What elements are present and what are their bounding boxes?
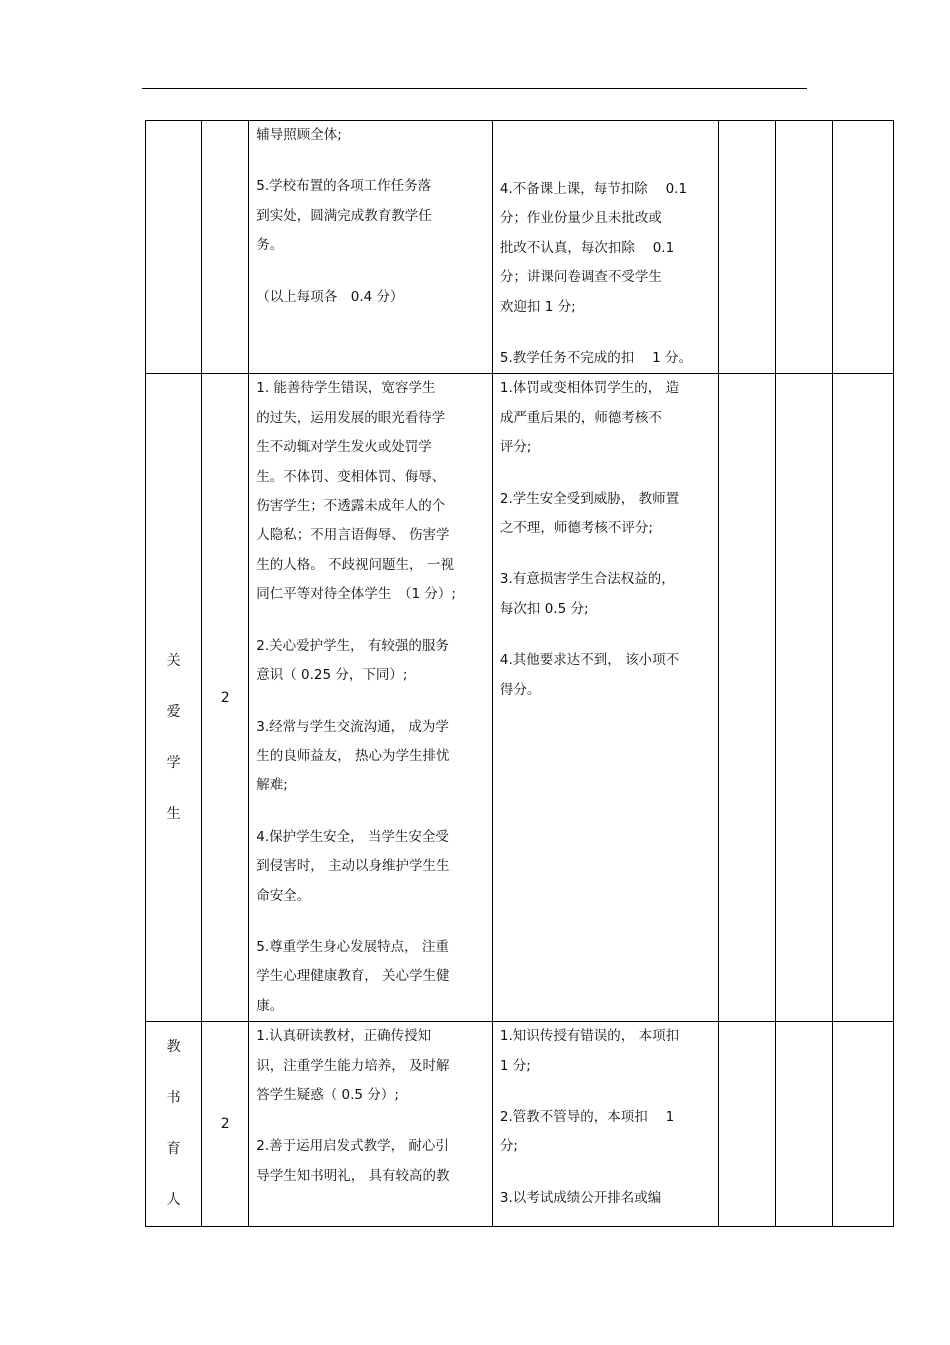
requirements-cell-line: 3.经常与学生交流沟通， 成为学 — [256, 718, 449, 735]
requirements-cell-line: 务。 — [256, 237, 284, 254]
requirements-cell-line: 同仁平等对待全体学生 （1 分）; — [256, 586, 456, 603]
category-char: 生 — [166, 805, 181, 822]
requirements-cell-line: 导学生知书明礼， 具有较高的教 — [256, 1167, 450, 1184]
deductions-cell-text — [493, 374, 718, 705]
category-cell — [146, 121, 202, 374]
requirements-cell-line: 学生心理健康教育， 关心学生健 — [256, 968, 450, 985]
requirements-cell-paragraph — [256, 1132, 488, 1191]
requirements-cell-line: 5.学校布置的各项工作任务落 — [256, 178, 432, 195]
requirements-cell-paragraph — [256, 713, 488, 801]
requirements-cell-paragraph — [256, 823, 488, 911]
deductions-cell-text — [493, 121, 718, 373]
deductions-cell-paragraph — [500, 1184, 714, 1213]
empty-score-cell — [832, 374, 893, 1022]
deductions-cell-line: 分；讲课问卷调查不受学生 — [499, 269, 662, 286]
score-cell — [202, 121, 249, 374]
requirements-cell-line: 识，注重学生能力培养， 及时解 — [256, 1057, 450, 1074]
requirements-cell-line: 1.认真研读教材，正确传授知 — [256, 1028, 432, 1045]
deductions-cell-paragraph — [500, 344, 714, 373]
category-char: 书 — [166, 1090, 181, 1107]
deductions-cell-line: 分; — [499, 1138, 518, 1155]
deductions-cell-paragraph — [500, 646, 714, 705]
requirements-cell-line: 伤害学生；不透露未成年人的个 — [256, 498, 446, 515]
requirements-cell-line: 4.保护学生安全， 当学生安全受 — [256, 828, 449, 845]
table-row — [146, 374, 894, 1022]
category-cell — [146, 1022, 202, 1227]
empty-score-cell — [775, 1022, 832, 1227]
requirements-cell-line: 2.善于运用启发式教学， 耐心引 — [256, 1138, 449, 1155]
deductions-cell-text — [493, 1022, 718, 1213]
deductions-cell-line: 3.以考试成绩公开排名或编 — [499, 1189, 662, 1206]
requirements-cell-paragraph — [256, 121, 488, 150]
requirements-cell-line: （以上每项各 0.4 分） — [256, 288, 404, 305]
requirements-cell-paragraph — [256, 374, 488, 609]
deductions-cell-line: 4.不备课上课，每节扣除 0.1 — [499, 181, 688, 197]
category-char: 爱 — [166, 703, 181, 720]
deductions-cell-line: 2.管教不管导的，本项扣 1 — [499, 1108, 675, 1125]
empty-score-cell — [832, 1022, 893, 1227]
empty-score-cell — [718, 1022, 775, 1227]
deductions-cell — [492, 1022, 718, 1227]
requirements-cell-text — [249, 121, 492, 312]
deductions-cell-line: 每次扣 0.5 分; — [499, 600, 589, 617]
score-cell: 2 — [202, 374, 249, 1022]
header-rule — [142, 88, 807, 89]
deductions-cell-line: 2.学生安全受到威胁， 教师置 — [499, 490, 680, 507]
deductions-cell-paragraph — [500, 485, 714, 544]
requirements-cell-line: 命安全。 — [256, 887, 311, 904]
category-char: 关 — [166, 652, 181, 669]
requirements-cell-text — [249, 374, 492, 1021]
requirements-cell-paragraph — [256, 172, 488, 260]
deductions-cell-line: 3.有意损害学生合法权益的， — [499, 571, 675, 588]
evaluation-table — [145, 120, 894, 1227]
deductions-cell-paragraph — [500, 374, 714, 462]
deductions-cell — [492, 121, 718, 374]
requirements-cell-line: 康。 — [256, 997, 284, 1014]
requirements-cell — [249, 121, 493, 374]
requirements-cell-line: 意识（ 0.25 分，下同）; — [256, 667, 408, 684]
empty-score-cell — [775, 374, 832, 1022]
empty-score-cell — [832, 121, 893, 374]
requirements-cell-line: 到侵害时， 主动以身维护学生生 — [256, 858, 450, 875]
category-char: 育 — [166, 1141, 181, 1158]
deductions-cell-line: 4.其他要求达不到， 该小项不 — [499, 652, 680, 669]
deductions-cell-paragraph — [500, 175, 714, 322]
requirements-cell-line: 解难; — [256, 777, 288, 794]
requirements-cell-line: 2.关心爱护学生， 有较强的服务 — [256, 637, 449, 654]
deductions-cell-line: 欢迎扣 1 分; — [499, 298, 576, 315]
requirements-cell-paragraph — [256, 632, 488, 691]
requirements-cell-line: 生。不体罚、变相体罚、侮辱、 — [256, 468, 446, 485]
requirements-cell-line: 辅导照顾全体; — [256, 127, 342, 143]
deductions-cell-paragraph — [500, 1022, 714, 1081]
empty-score-cell — [775, 121, 832, 374]
deductions-cell-line: 评分; — [499, 439, 532, 456]
requirements-cell — [249, 1022, 493, 1227]
deductions-cell-paragraph — [500, 565, 714, 624]
deductions-cell-line: 分；作业份量少且未批改或 — [499, 210, 662, 227]
deductions-cell — [492, 374, 718, 1022]
deductions-cell-line: 5.教学任务不完成的扣 1 分。 — [499, 350, 692, 367]
table-row — [146, 121, 894, 374]
requirements-cell-text — [249, 1022, 492, 1191]
deductions-cell-line: 之不理，师德考核不评分; — [499, 520, 653, 537]
requirements-cell-paragraph — [256, 283, 488, 312]
requirements-cell-line: 的过失，运用发展的眼光看待学 — [256, 409, 446, 426]
category-char: 人 — [166, 1192, 181, 1209]
empty-score-cell — [718, 121, 775, 374]
requirements-cell-line: 答学生疑惑（ 0.5 分）; — [256, 1086, 399, 1103]
requirements-cell — [249, 374, 493, 1022]
requirements-cell-line: 生不动辄对学生发火或处罚学 — [256, 439, 432, 456]
requirements-cell-line: 1. 能善待学生错误，宽容学生 — [256, 380, 436, 397]
deductions-cell-paragraph — [500, 1103, 714, 1162]
deductions-cell-line: 1 分; — [499, 1057, 531, 1074]
table-row — [146, 1022, 894, 1227]
requirements-cell-line: 生的人格。 不歧视问题生， 一视 — [256, 556, 454, 573]
deductions-cell-line: 批改不认真，每次扣除 0.1 — [499, 239, 675, 256]
empty-score-cell — [718, 374, 775, 1022]
deductions-cell-line: 成严重后果的，师德考核不 — [499, 409, 662, 426]
requirements-cell-line: 人隐私；不用言语侮辱、 伤害学 — [256, 527, 450, 544]
requirements-cell-line: 到实处，圆满完成教育教学任 — [256, 207, 432, 224]
requirements-cell-paragraph — [256, 1022, 488, 1110]
deductions-cell-line: 1.体罚或变相体罚学生的， 造 — [499, 380, 680, 397]
deductions-cell-line: 1.知识传授有错误的， 本项扣 — [499, 1028, 680, 1045]
score-cell: 2 — [202, 1022, 249, 1227]
requirements-cell-line: 5.尊重学生身心发展特点， 注重 — [256, 938, 449, 955]
category-char: 教 — [166, 1039, 181, 1056]
requirements-cell-line: 生的良师益友， 热心为学生排忧 — [256, 747, 450, 764]
category-char: 学 — [166, 754, 181, 771]
deductions-cell-line: 得分。 — [499, 681, 541, 698]
requirements-cell-paragraph — [256, 933, 488, 1021]
category-cell — [146, 374, 202, 1022]
